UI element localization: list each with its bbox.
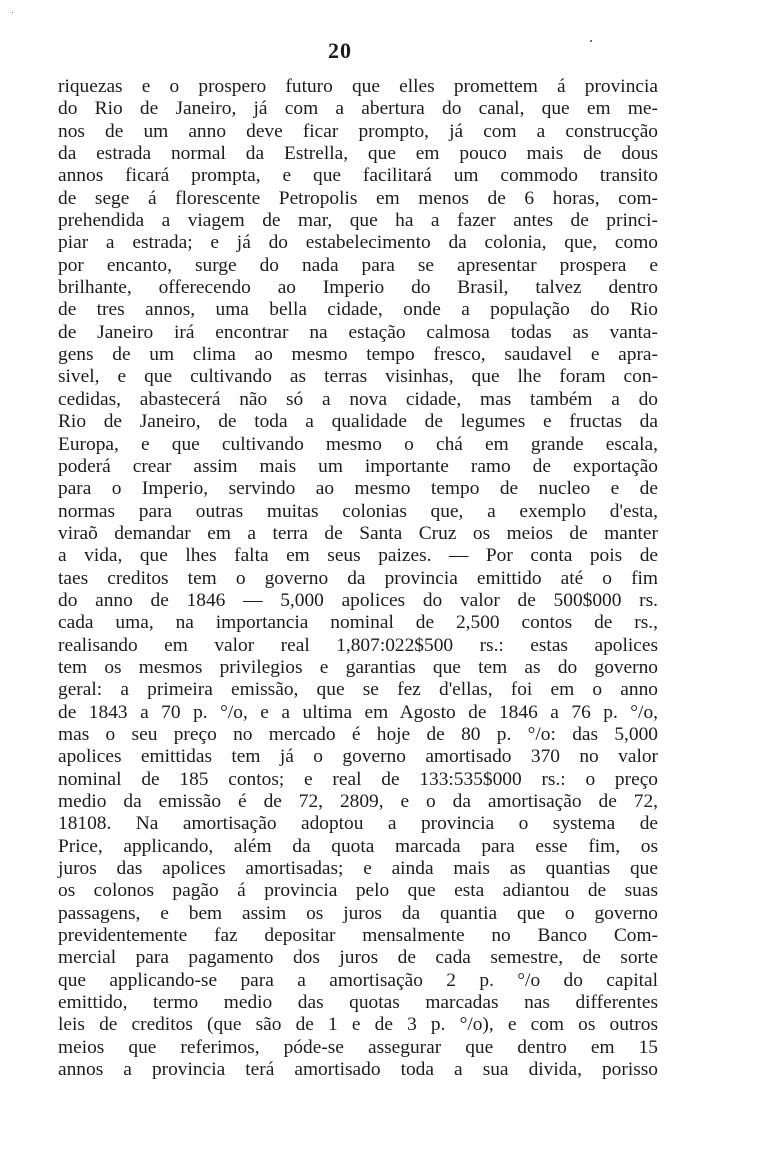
text-line: de Janeiro irá encontrar na estação calmosa todas as vanta- (58, 321, 658, 343)
text-line: geral: a primeira emissão, que se fez d'ellas, foi em o anno (58, 679, 658, 701)
text-line: realisando em valor real 1,807:022$500 rs.: estas apolices (58, 634, 658, 656)
text-line: cedidas, abastecerá não só a nova cidade, mas também a do (58, 388, 658, 410)
text-line: annos ficará prompta, e que facilitará um commodo transito (58, 165, 658, 187)
text-line: previdentemente faz depositar mensalmente no Banco Com- (58, 925, 658, 947)
text-line: annos a provincia terá amortisado toda a sua divida, porisso (58, 1059, 658, 1081)
text-line: Price, applicando, além da quota marcada para esse fim, os (58, 835, 658, 857)
text-line: nominal de 185 contos; e real de 133:535$000 rs.: o preço (58, 768, 658, 790)
text-line: apolices emittidas tem já o governo amortisado 370 no valor (58, 746, 658, 768)
text-line: os colonos pagão á provincia pelo que esta adiantou de suas (58, 880, 658, 902)
text-line: do anno de 1846 — 5,000 apolices do valor de 500$000 rs. (58, 589, 658, 611)
text-line: Europa, e que cultivando mesmo o chá em grande escala, (58, 433, 658, 455)
ink-speck (12, 12, 13, 13)
text-line: medio da emissão é de 72, 2809, e o da amortisação de 72, (58, 791, 658, 812)
text-line: meios que referimos, póde-se assegurar que dentro em 15 (58, 1036, 658, 1058)
text-line: sivel, e que cultivando as terras visinhas, que lhe foram con- (58, 366, 658, 388)
text-line: gens de um clima ao mesmo tempo fresco, saudavel e apra- (58, 344, 658, 366)
text-line: da estrada normal da Estrella, que em pouco mais de dous (58, 143, 658, 165)
text-line: do Rio de Janeiro, já com a abertura do canal, que em me- (58, 98, 658, 120)
text-line: piar a estrada; e já do estabelecimento da colonia, que, como (58, 232, 658, 254)
text-line: Rio de Janeiro, de toda a qualidade de legumes e fructas da (58, 411, 658, 433)
text-line: normas para outras muitas colonias que, a exemplo d'esta, (58, 500, 658, 522)
text-line: tem os mesmos privilegios e garantias que tem as do governo (58, 656, 658, 678)
text-line: cada uma, na importancia nominal de 2,500 contos de rs., (58, 612, 658, 634)
text-line: riquezas e o prospero futuro que elles promettem á provincia (58, 76, 658, 97)
text-line: viraõ demandar em a terra de Santa Cruz os meios de manter (58, 522, 658, 544)
text-line: que applicando-se para a amortisação 2 p. °/o do capital (58, 969, 658, 991)
text-line: prehendida a viagem de mar, que ha a fazer antes de princi- (58, 210, 658, 232)
text-line: de tres annos, uma bella cidade, onde a população do Rio (58, 299, 658, 321)
body-text (58, 76, 658, 1081)
text-line: 18108. Na amortisação adoptou a provincia o systema de (58, 813, 658, 835)
text-line: brilhante, offerecendo ao Imperio do Brasil, talvez dentro (58, 277, 658, 299)
text-line: por encanto, surge do nada para se apresentar prospera e (58, 254, 658, 276)
text-line: emittido, termo medio das quotas marcadas nas differentes (58, 992, 658, 1014)
text-line: poderá crear assim mais um importante ramo de exportação (58, 455, 658, 477)
text-line: de 1843 a 70 p. °/o, e a ultima em Agosto de 1846 a 76 p. °/o, (58, 701, 658, 723)
text-line: taes creditos tem o governo da provincia emittido até o fim (58, 567, 658, 589)
text-line: nos de um anno deve ficar prompto, já com a construcção (58, 120, 658, 142)
page-number: 20 (328, 38, 352, 63)
text-line: para o Imperio, servindo ao mesmo tempo de nucleo e de (58, 478, 658, 500)
text-line: de sege á florescente Petropolis em menos de 6 horas, com- (58, 187, 658, 209)
text-line: mercial para pagamento dos juros de cada semestre, de sorte (58, 947, 658, 969)
text-line: juros das apolices amortisadas; e ainda mais as quantias que (58, 858, 658, 880)
text-line: leis de creditos (que são de 1 e de 3 p. °/o), e com os outros (58, 1014, 658, 1036)
text-line: passagens, e bem assim os juros da quantia que o governo (58, 902, 658, 924)
text-line: mas o seu preço no mercado é hoje de 80 p. °/o: das 5,000 (58, 723, 658, 745)
text-line: a vida, que lhes falta em seus paizes. — Por conta pois de (58, 545, 658, 567)
